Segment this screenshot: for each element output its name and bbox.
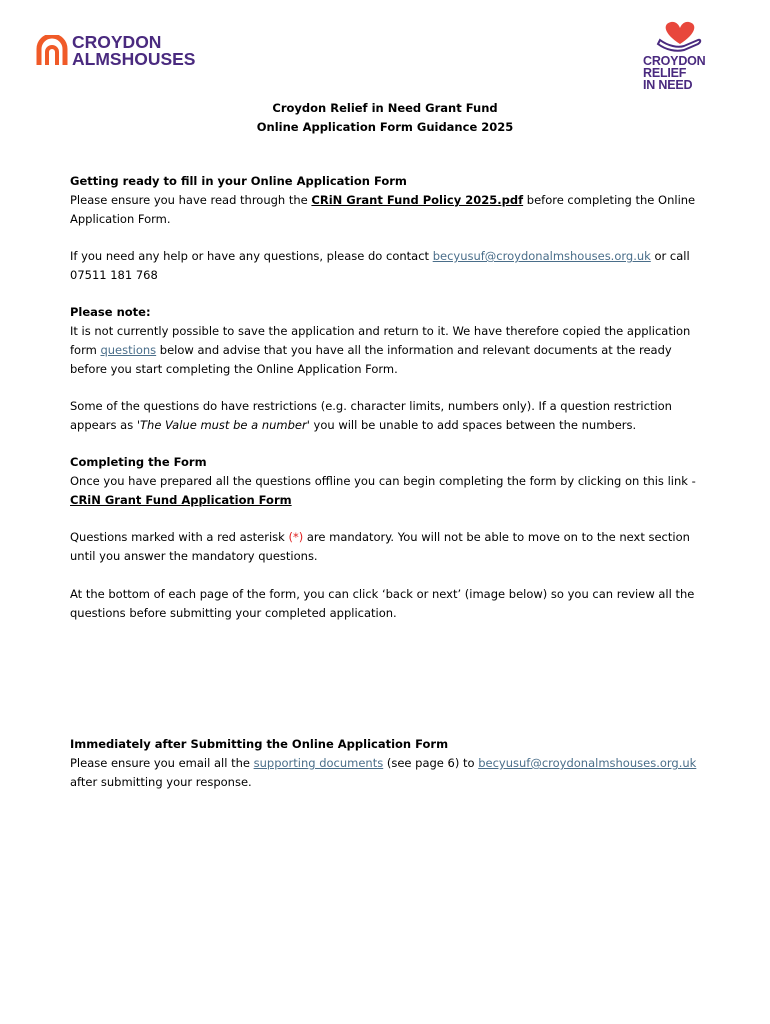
text: or call 07511 181 768 bbox=[70, 249, 690, 282]
restriction-example: 'The Value must be a number' bbox=[136, 418, 310, 432]
document-subtitle: Online Application Form Guidance 2025 bbox=[256, 120, 514, 134]
logo-left-line2: ALMSHOUSES bbox=[72, 49, 196, 69]
paragraph bbox=[70, 754, 710, 792]
logo-left-line1: CROYDON bbox=[72, 32, 162, 52]
red-asterisk: (*) bbox=[288, 530, 304, 544]
logo-right-line1: CROYDON bbox=[643, 54, 706, 68]
croydon-relief-in-need-logo bbox=[640, 20, 722, 92]
section-mandatory bbox=[70, 528, 710, 566]
croydon-almshouses-logo bbox=[36, 33, 226, 71]
logo-right-line2: RELIEF bbox=[643, 66, 687, 80]
section-after-submitting bbox=[70, 735, 710, 792]
text: are mandatory. You will not be able to move on to the next section until you answer the mandatory questions. bbox=[70, 530, 690, 563]
text: (see page 6) to bbox=[383, 756, 479, 770]
supporting-documents-link[interactable]: supporting documents bbox=[253, 756, 384, 770]
text: Questions marked with a red asterisk bbox=[70, 530, 289, 544]
text: It is not currently possible to save the application and return to it. We have therefore copied the application form bbox=[70, 324, 691, 357]
text: Some of the questions do have restrictions (e.g. character limits, numbers only). If a question restriction appears as bbox=[70, 399, 672, 432]
text: Once you have prepared all the questions offline you can begin completing the form by clicking on this link - bbox=[70, 474, 696, 488]
text: you will be unable to add spaces between the numbers. bbox=[309, 418, 637, 432]
text: Please ensure you email all the bbox=[70, 756, 254, 770]
section-back-next bbox=[70, 585, 710, 623]
paragraph bbox=[70, 322, 710, 379]
section-contact bbox=[70, 247, 710, 285]
application-form-link[interactable]: CRiN Grant Fund Application Form bbox=[70, 493, 292, 507]
contact-email-link[interactable]: becyusuf@croydonalmshouses.org.uk bbox=[432, 249, 651, 263]
section-heading: Completing the Form bbox=[70, 455, 207, 469]
paragraph bbox=[70, 472, 710, 510]
section-heading: Immediately after Submitting the Online Application Form bbox=[70, 737, 449, 751]
section-please-note bbox=[70, 303, 710, 379]
text: after submitting your response. bbox=[70, 775, 252, 789]
policy-pdf-link[interactable]: CRiN Grant Fund Policy 2025.pdf bbox=[311, 193, 524, 207]
questions-link[interactable]: questions bbox=[100, 343, 157, 357]
text: Please ensure you have read through the bbox=[70, 193, 312, 207]
heart-hands-icon bbox=[654, 20, 706, 52]
document-title: Croydon Relief in Need Grant Fund bbox=[272, 101, 498, 115]
text: If you need any help or have any questions, please do contact bbox=[70, 249, 433, 263]
paragraph bbox=[70, 191, 710, 229]
text: below and advise that you have all the information and relevant documents at the ready before you start completing the Online Application Form. bbox=[70, 343, 672, 376]
section-getting-ready bbox=[70, 172, 710, 229]
logo-right-line3: IN NEED bbox=[643, 78, 693, 92]
submit-email-link[interactable]: becyusuf@croydonalmshouses.org.uk bbox=[478, 756, 697, 770]
text: At the bottom of each page of the form, you can click ‘back or next’ (image below) so you can review all the questions before submitting your completed application. bbox=[70, 587, 695, 620]
section-heading: Getting ready to fill in your Online Application Form bbox=[70, 174, 407, 188]
section-restrictions bbox=[70, 397, 710, 435]
section-completing bbox=[70, 453, 710, 510]
section-heading: Please note: bbox=[70, 305, 151, 319]
arch-icon bbox=[36, 35, 68, 67]
text: before completing the Online Application Form. bbox=[70, 193, 696, 226]
